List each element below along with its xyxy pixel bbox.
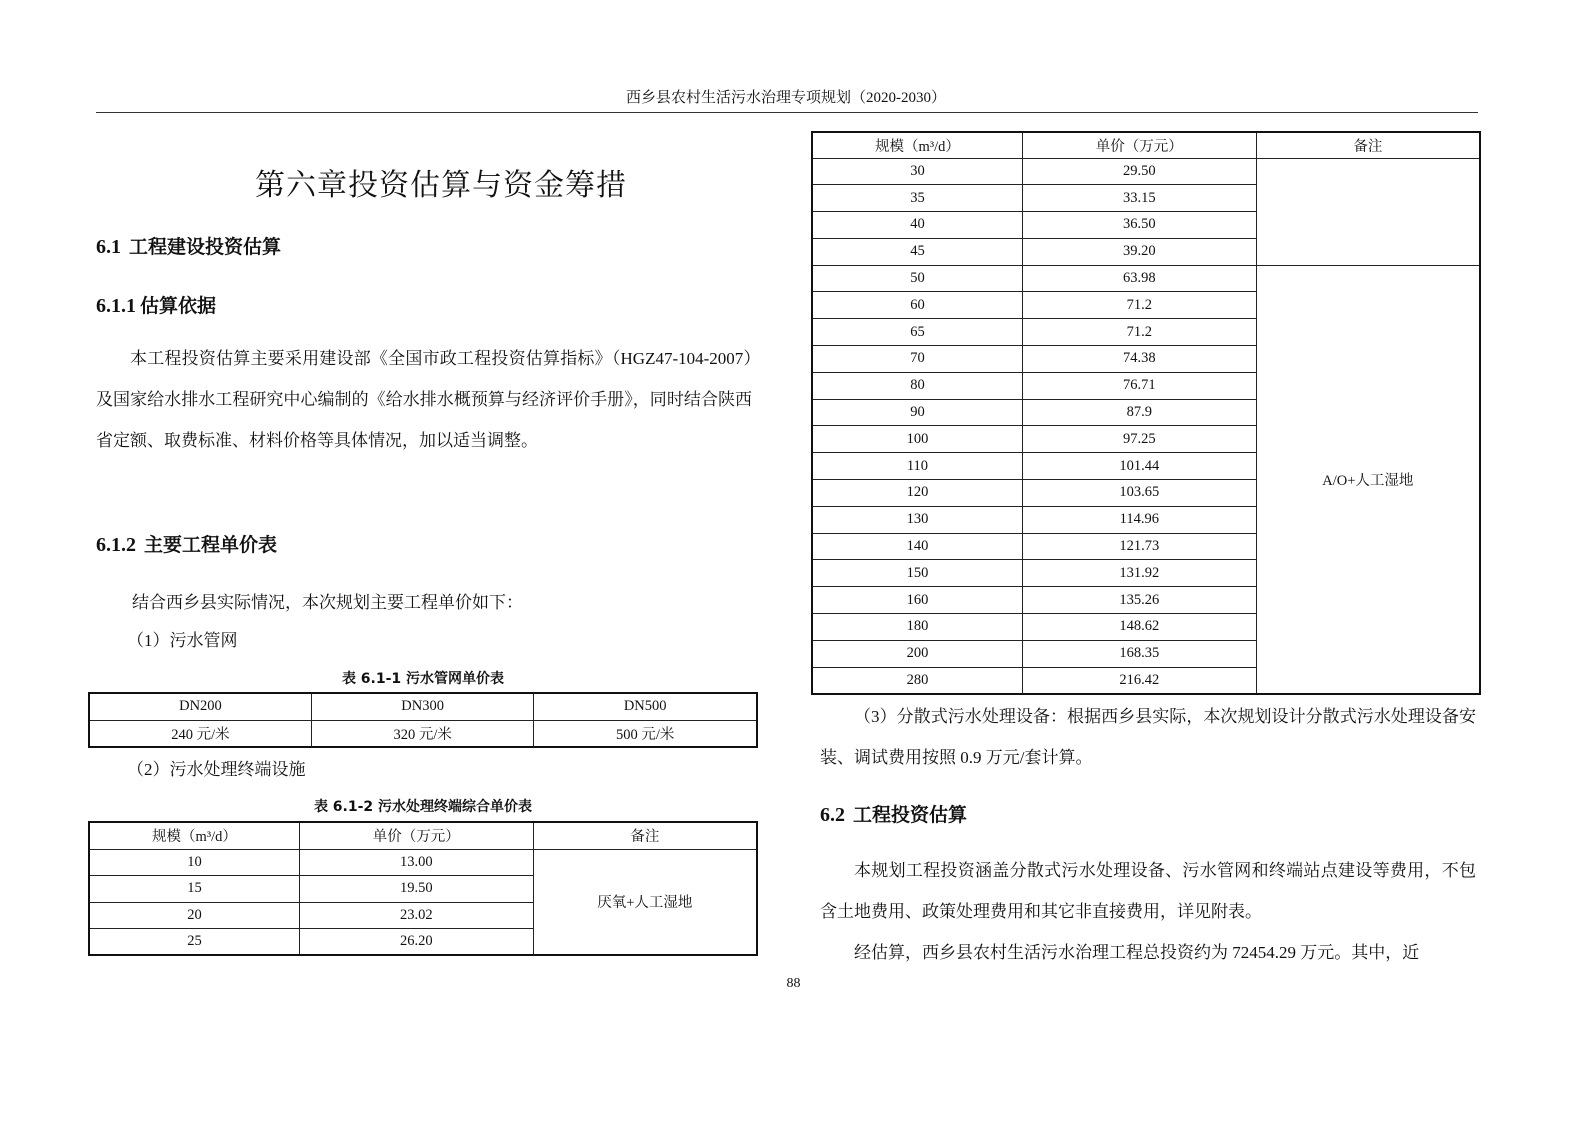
- scale-cell: 280: [812, 667, 1022, 694]
- scale-cell: 40: [812, 212, 1022, 239]
- note-cell-group-2: A/O+人工湿地: [1256, 265, 1480, 694]
- scale-cell: 80: [812, 372, 1022, 399]
- price-cell: 101.44: [1022, 453, 1256, 480]
- price-cell: 87.9: [1022, 399, 1256, 426]
- investment-scope-paragraph: 本规划工程投资涵盖分散式污水处理设备、污水管网和终端站点建设等费用，不包含土地费用、政策处理费用和其它非直接费用，详见附表。: [820, 861, 1476, 921]
- scale-cell: 35: [812, 185, 1022, 212]
- header-note: 备注: [533, 822, 757, 849]
- price-cell: 13.00: [299, 849, 533, 876]
- terminal-price-table-continued: [811, 131, 1481, 695]
- price-cell: 39.20: [1022, 238, 1256, 265]
- table-row: [89, 849, 757, 876]
- scale-cell: 180: [812, 614, 1022, 641]
- header-cell: DN200: [89, 693, 311, 720]
- header-text: 规模（m³/d）: [152, 829, 237, 846]
- note-cell: 厌氧+人工湿地: [533, 849, 757, 955]
- table-row: [812, 265, 1480, 292]
- table-row: [89, 720, 757, 747]
- terminal-price-table: [88, 821, 758, 956]
- scale-cell: 100: [812, 426, 1022, 453]
- price-cell: 216.42: [1022, 667, 1256, 694]
- price-cell: 19.50: [299, 876, 533, 903]
- total-investment-paragraph: 经估算，西乡县农村生活污水治理工程总投资约为 72454.29 万元。其中，近: [854, 943, 1420, 962]
- scale-cell: 200: [812, 640, 1022, 667]
- header-rule: [96, 112, 1478, 113]
- price-cell: 36.50: [1022, 212, 1256, 239]
- price-cell: 114.96: [1022, 506, 1256, 533]
- heading-number: 6.1.1: [96, 295, 136, 317]
- heading-number: 6.1: [96, 236, 121, 258]
- heading-6-1: [96, 232, 281, 259]
- table-row: [812, 158, 1480, 185]
- table-6-1-1-caption: 表 6.1-1 污水管网单价表: [341, 671, 505, 687]
- price-cell: 71.2: [1022, 319, 1256, 346]
- price-cell: 148.62: [1022, 614, 1256, 641]
- scale-cell: 150: [812, 560, 1022, 587]
- heading-number: 6.2: [820, 804, 845, 826]
- heading-text: 估算依据: [140, 295, 217, 317]
- chapter-title: 第六章投资估算与资金筹措: [255, 168, 627, 203]
- scale-cell: 140: [812, 533, 1022, 560]
- note-cell-group-1: [1256, 158, 1480, 265]
- page-number: 88: [786, 976, 801, 991]
- scale-cell: 10: [89, 849, 299, 876]
- unit-price-intro: 结合西乡县实际情况，本次规划主要工程单价如下：: [132, 593, 523, 612]
- item-treatment-terminal: （2）污水处理终端设施: [127, 760, 306, 779]
- heading-text: 主要工程单价表: [144, 534, 278, 556]
- price-cell: 71.2: [1022, 292, 1256, 319]
- heading-6-1-1: [96, 291, 216, 318]
- item-decentralized-equipment: （3）分散式污水处理设备：根据西乡县实际，本次规划设计分散式污水处理设备安装、调试费用按照 0.9 万元/套计算。: [820, 707, 1476, 767]
- price-cell: 168.35: [1022, 640, 1256, 667]
- table-header-row: [89, 822, 757, 849]
- table-6-1-2-caption: 表 6.1-2 污水处理终端综合单价表: [313, 799, 533, 815]
- price-cell: 240 元/米: [89, 720, 311, 747]
- heading-number: 6.1.2: [96, 534, 136, 556]
- scale-cell: 30: [812, 158, 1022, 185]
- price-cell: 131.92: [1022, 560, 1256, 587]
- heading-6-1-2: [96, 530, 277, 557]
- price-cell: 500 元/米: [534, 720, 757, 747]
- scale-cell: 70: [812, 346, 1022, 373]
- scale-cell: 65: [812, 319, 1022, 346]
- table-header-row: [89, 693, 757, 720]
- sewer-pipe-price-table: [88, 692, 758, 748]
- header-price: 单价（万元）: [299, 822, 533, 849]
- table-header-row: [812, 132, 1480, 158]
- item-sewer-network: （1）污水管网: [127, 631, 238, 650]
- scale-cell: 15: [89, 876, 299, 903]
- scale-cell: 90: [812, 399, 1022, 426]
- scale-cell: 25: [89, 929, 299, 956]
- scale-cell: 130: [812, 506, 1022, 533]
- price-cell: 74.38: [1022, 346, 1256, 373]
- header-price: 单价（万元）: [1022, 132, 1256, 158]
- price-cell: 23.02: [299, 902, 533, 929]
- price-cell: 63.98: [1022, 265, 1256, 292]
- running-header: 西乡县农村生活污水治理专项规划（2020-2030）: [626, 90, 946, 106]
- price-cell: 121.73: [1022, 533, 1256, 560]
- header-scale: 规模（m³/d）: [812, 132, 1022, 158]
- price-cell: 320 元/米: [311, 720, 533, 747]
- header-cell: DN300: [311, 693, 533, 720]
- scale-cell: 160: [812, 587, 1022, 614]
- price-cell: 103.65: [1022, 480, 1256, 507]
- scale-cell: 45: [812, 238, 1022, 265]
- heading-text: 工程投资估算: [853, 804, 968, 826]
- basis-paragraph: 本工程投资估算主要采用建设部《全国市政工程投资估算指标》（HGZ47-104-2007）及国家给水排水工程研究中心编制的《给水排水概预算与经济评价手册》，同时结合陕西省定额、取费标准、材料价格等具体情况，加以适当调整。: [96, 349, 752, 450]
- scale-cell: 20: [89, 902, 299, 929]
- price-cell: 97.25: [1022, 426, 1256, 453]
- header-scale: [89, 822, 299, 849]
- header-cell: DN500: [534, 693, 757, 720]
- price-cell: 26.20: [299, 929, 533, 956]
- price-cell: 33.15: [1022, 185, 1256, 212]
- price-cell: 76.71: [1022, 372, 1256, 399]
- scale-cell: 110: [812, 453, 1022, 480]
- scale-cell: 50: [812, 265, 1022, 292]
- header-note: 备注: [1256, 132, 1480, 158]
- heading-6-2: [820, 800, 967, 827]
- price-cell: 135.26: [1022, 587, 1256, 614]
- scale-cell: 120: [812, 480, 1022, 507]
- scale-cell: 60: [812, 292, 1022, 319]
- price-cell: 29.50: [1022, 158, 1256, 185]
- heading-text: 工程建设投资估算: [129, 236, 282, 258]
